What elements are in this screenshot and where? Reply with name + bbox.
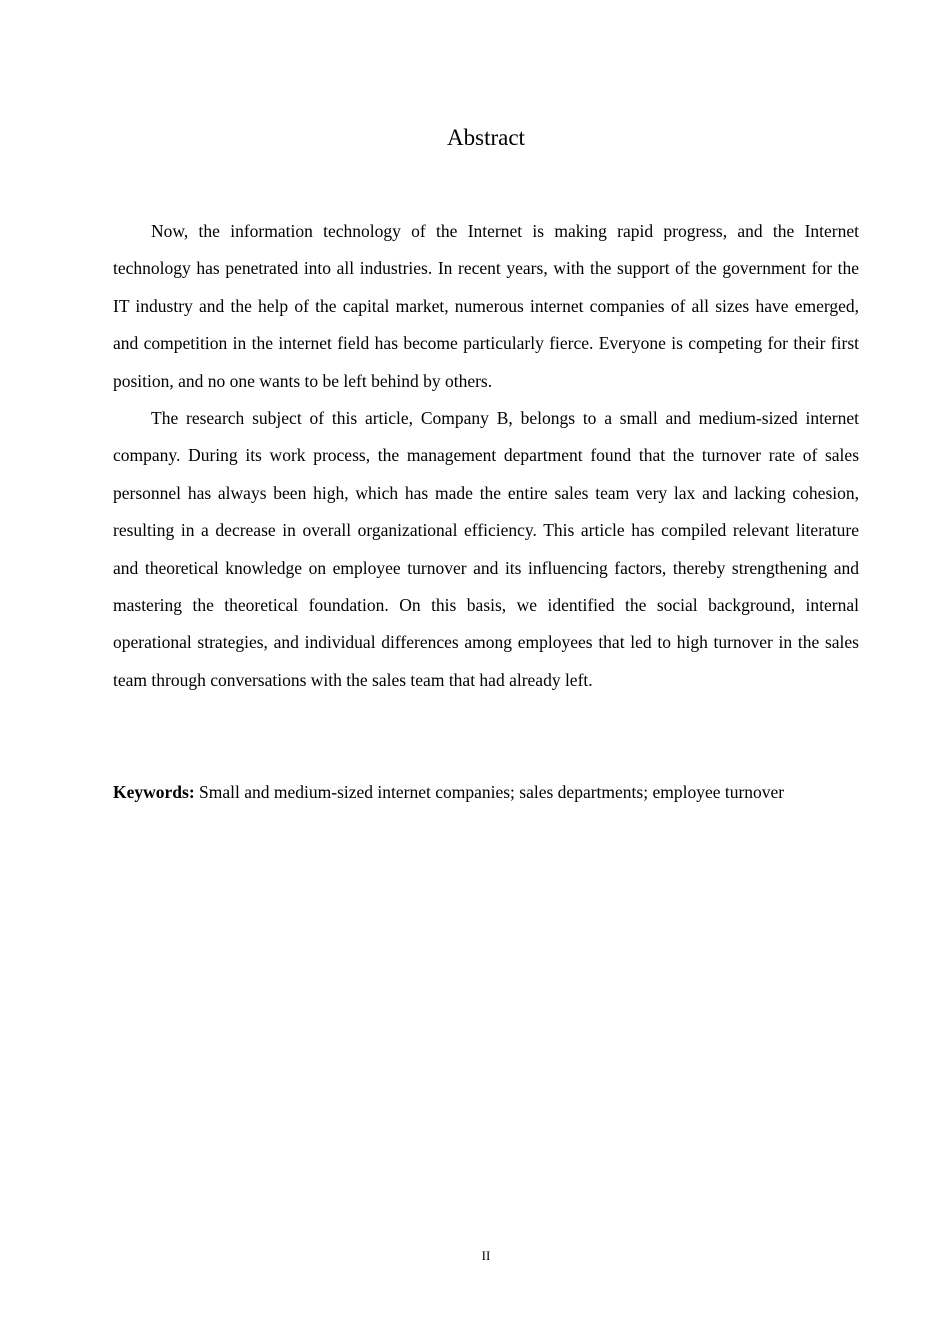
abstract-paragraph-2: The research subject of this article, Company B, belongs to a small and medium-sized internet company. During its work process, the management department found that the turnover rate of sales personnel has always been high, which has made the entire sales team very lax and lacking cohesion, resulting in a decrease in overall organizational efficiency. This article has compiled relevant literature and theoretical knowledge on employee turnover and its influencing factors, thereby strengthening and mastering the theoretical foundation. On this basis, we identified the social background, internal operational strategies, and individual differences among employees that led to high turnover in the sales team through conversations with the sales team that had already left. xyxy=(113,408,859,690)
keywords-line xyxy=(113,776,873,808)
keywords-label: Keywords: xyxy=(113,782,195,802)
page-title: Abstract xyxy=(447,125,525,150)
abstract-paragraph-1: Now, the information technology of the Internet is making rapid progress, and the Internet technology has penetrated into all industries. In recent years, with the support of the government for the IT industry and the help of the capital market, numerous internet companies of all sizes have emerged, and competition in the internet field has become particularly fierce. Everyone is competing for their first position, and no one wants to be left behind by others. xyxy=(113,221,859,391)
abstract-body xyxy=(113,213,859,699)
page-number: II xyxy=(481,1248,491,1263)
keywords-text: Small and medium-sized internet companies; sales departments; employee turnover xyxy=(194,782,785,802)
